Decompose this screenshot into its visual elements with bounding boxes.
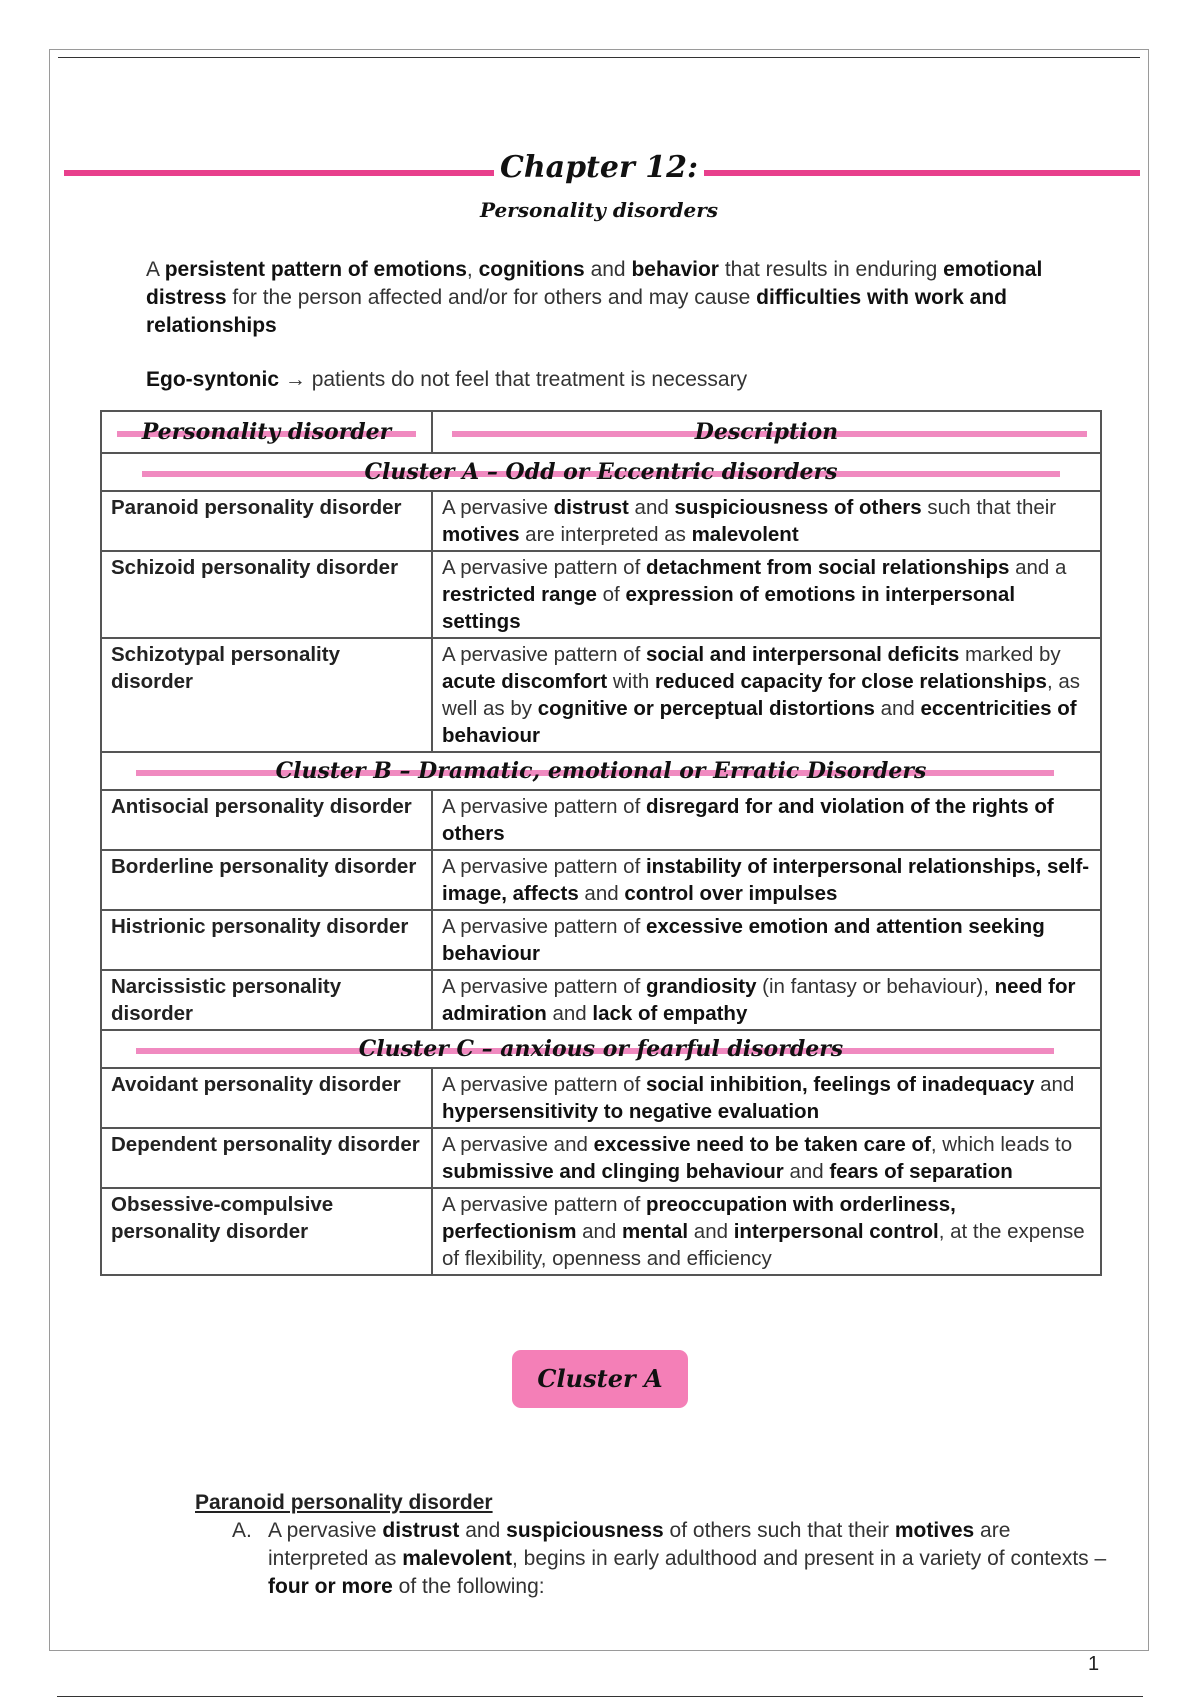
cluster-a-header-row: Cluster A – Odd or Eccentric disorders bbox=[101, 453, 1101, 491]
table-row: Schizotypal personality disorder A pervasive pattern of social and interpersonal deficits marked by acute discomfort with reduced capacity for close relationships, as well as by cognitive or perceptual distortions and eccentricities of behaviour bbox=[101, 638, 1101, 752]
next-page-rule bbox=[57, 1696, 1143, 1697]
criteria-item: A. A pervasive distrust and suspiciousness of others such that their motives are interpreted as malevolent, begins in early adulthood and present in a variety of contexts – four or more of the following: bbox=[232, 1519, 1107, 1598]
table-row: Avoidant personality disorder A pervasive pattern of social inhibition, feelings of inadequacy and hypersensitivity to negative evaluation bbox=[101, 1068, 1101, 1128]
arrow-right-icon: → bbox=[284, 368, 306, 391]
table-row: Histrionic personality disorder A pervasive pattern of excessive emotion and attention seeking behaviour bbox=[101, 910, 1101, 970]
document-page bbox=[49, 49, 1149, 1675]
personality-disorders-table bbox=[100, 410, 1102, 1276]
table-header-row bbox=[101, 411, 1101, 453]
table-row: Obsessive-compulsive personality disorder A pervasive pattern of preoccupation with orderliness, perfectionism and mental and interpersonal control, at the expense of flexibility, openness and efficiency bbox=[101, 1188, 1101, 1275]
table-row: Schizoid personality disorder A pervasive pattern of detachment from social relationships and a restricted range of expression of emotions in interpersonal settings bbox=[101, 551, 1101, 638]
table-row: Narcissistic personality disorder A pervasive pattern of grandiosity (in fantasy or behaviour), need for admiration and lack of empathy bbox=[101, 970, 1101, 1030]
top-rule bbox=[58, 57, 1140, 58]
page-number: 1 bbox=[1088, 1653, 1100, 1675]
chapter-subtitle: Personality disorders bbox=[479, 198, 719, 222]
ego-syntonic-note: Ego-syntonic → patients do not feel that treatment is necessary bbox=[146, 368, 748, 391]
table-row: Antisocial personality disorder A pervasive pattern of disregard for and violation of the rights of others bbox=[101, 790, 1101, 850]
cluster-a-badge: Cluster A bbox=[512, 1350, 688, 1408]
chapter-title: Chapter 12: bbox=[50, 150, 1148, 185]
column-header-description: Description bbox=[432, 411, 1101, 453]
cluster-b-header-row: Cluster B – Dramatic, emotional or Erratic Disorders bbox=[101, 752, 1101, 790]
table-row: Borderline personality disorder A pervasive pattern of instability of interpersonal relationships, self-image, affects and control over impulses bbox=[101, 850, 1101, 910]
table-row: Dependent personality disorder A pervasive and excessive need to be taken care of, which leads to submissive and clinging behaviour and fears of separation bbox=[101, 1128, 1101, 1188]
item-label: A. bbox=[232, 1519, 252, 1542]
cluster-c-header-row: Cluster C – anxious or fearful disorders bbox=[101, 1030, 1101, 1068]
intro-paragraph: A persistent pattern of emotions, cognitions and behavior that results in enduring emotional distress for the person affected and/or for others and may cause difficulties with work and relationships bbox=[146, 258, 1043, 337]
column-header-disorder: Personality disorder bbox=[101, 411, 432, 453]
table-row: Paranoid personality disorder A pervasive distrust and suspiciousness of others such that their motives are interpreted as malevolent bbox=[101, 491, 1101, 551]
section-title: Paranoid personality disorder bbox=[195, 1491, 493, 1514]
